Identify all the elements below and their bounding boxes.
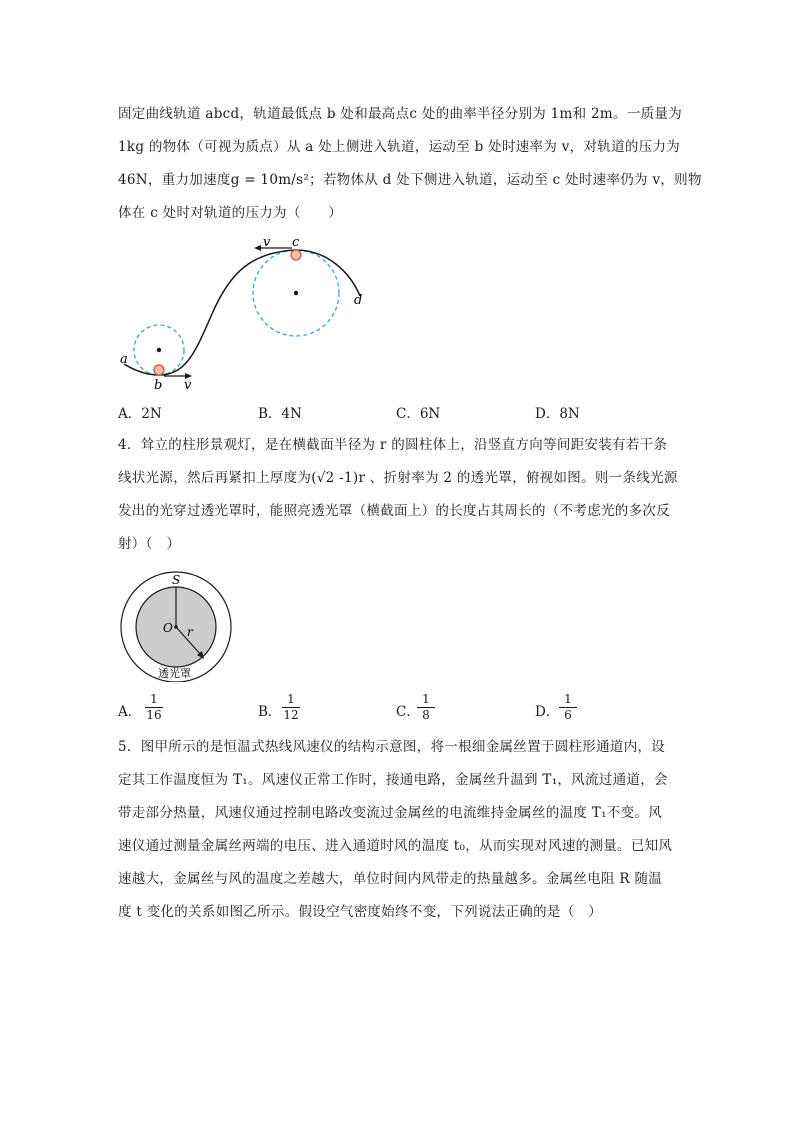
q5-line-3: 带走部分热量，风速仪通过控制电路改变流过金属丝的电流维持金属丝的温度 T₁不变。风 bbox=[118, 805, 663, 821]
fraction-denominator: 12 bbox=[283, 708, 299, 722]
q4-lamp-figure bbox=[118, 570, 238, 682]
q3-option-a: A．2N bbox=[118, 406, 162, 422]
q3-line-2: 1kg 的物体（可视为质点）从 a 处上侧进入轨道，运动至 b 处时速率为 v，对轨道的压力为 bbox=[118, 139, 681, 155]
q3-option-d: D．8N bbox=[535, 406, 580, 422]
q4-option-d-label: D． bbox=[535, 704, 560, 720]
q5-line-5: 速越大，金属丝与风的温度之差越大，单位时间内风带走的热量越多。金属丝电阻 R 随温 bbox=[118, 871, 663, 887]
q4-option-a-label: A． bbox=[118, 704, 142, 720]
upper-center-dot bbox=[294, 291, 298, 295]
q4-option-c-fraction bbox=[417, 692, 435, 723]
q5-line-6: 度 t 变化的关系如图乙所示。假设空气密度始终不变，下列说法正确的是（ ） bbox=[118, 904, 603, 920]
q4-line-2: 线状光源，然后再紧扣上厚度为(√2 -1)r 、折射率为 2 的透光罩，俯视如图。则一条线光源 bbox=[118, 470, 678, 486]
q3-line-1: 固定曲线轨道 abcd，轨道最低点 b 处和最高点c 处的曲率半径分别为 1m和 2m。一质量为 bbox=[118, 106, 683, 122]
q5-line-4: 速仪通过测量金属丝两端的电压、进入通道时风的温度 t₀，从而实现对风速的测量。已知风 bbox=[118, 838, 673, 854]
q3-line-3: 46N，重力加速度g = 10m/s²；若物体从 d 处下侧进入轨道，运动至 c 处时速率仍为 v，则物 bbox=[118, 172, 702, 188]
ball-at-b bbox=[154, 365, 164, 375]
lower-center-dot bbox=[157, 348, 161, 352]
fraction-numerator: 1 bbox=[282, 692, 300, 708]
q5-line-2: 定其工作温度恒为 T₁。风速仪正常工作时，接通电路，金属丝升温到 T₁，风流过通道，会 bbox=[118, 772, 668, 788]
label-v-top: v bbox=[263, 235, 271, 250]
fraction-denominator: 6 bbox=[564, 708, 572, 722]
label-o: O bbox=[163, 621, 173, 635]
label-v-bottom: v bbox=[184, 378, 192, 392]
fraction-numerator: 1 bbox=[145, 692, 163, 708]
q3-option-c: C．6N bbox=[396, 406, 441, 422]
q4-option-d-fraction bbox=[559, 692, 577, 723]
fraction-denominator: 8 bbox=[422, 708, 430, 722]
fraction-numerator: 1 bbox=[559, 692, 577, 708]
q4-option-a-fraction bbox=[145, 692, 163, 723]
ball-at-c bbox=[291, 250, 301, 260]
arrowhead-top bbox=[254, 245, 261, 251]
label-b: b bbox=[154, 378, 163, 392]
label-cover: 透光罩 bbox=[158, 667, 191, 680]
q3-option-b: B．4N bbox=[258, 406, 302, 422]
q4-line-3: 发出的光穿过透光罩时，能照亮透光罩（横截面上）的长度占其周长的（不考虑光的多次反 bbox=[118, 503, 670, 519]
q4-line-4: 射）（ ） bbox=[118, 536, 181, 552]
fraction-numerator: 1 bbox=[417, 692, 435, 708]
label-a: a bbox=[120, 352, 128, 367]
q5-line-1: 5．图甲所示的是恒温式热线风速仪的结构示意图，将一根细金属丝置于圆柱形通道内，设 bbox=[118, 739, 666, 755]
label-s: S bbox=[172, 573, 181, 587]
q3-track-figure bbox=[112, 232, 372, 392]
track-curve bbox=[124, 250, 363, 375]
q3-line-4: 体在 c 处时对轨道的压力为（ ） bbox=[118, 205, 343, 221]
q4-option-c-label: C． bbox=[396, 704, 420, 720]
q4-option-b-fraction bbox=[282, 692, 300, 723]
label-d: d bbox=[354, 293, 363, 308]
label-c: c bbox=[292, 235, 300, 250]
fraction-denominator: 16 bbox=[146, 708, 162, 722]
label-r: r bbox=[187, 625, 193, 639]
q4-line-1: 4．耸立的柱形景观灯，是在横截面半径为 r 的圆柱体上，沿竖直方向等间距安装有若干条 bbox=[118, 437, 668, 453]
q4-option-b-label: B． bbox=[258, 704, 282, 720]
